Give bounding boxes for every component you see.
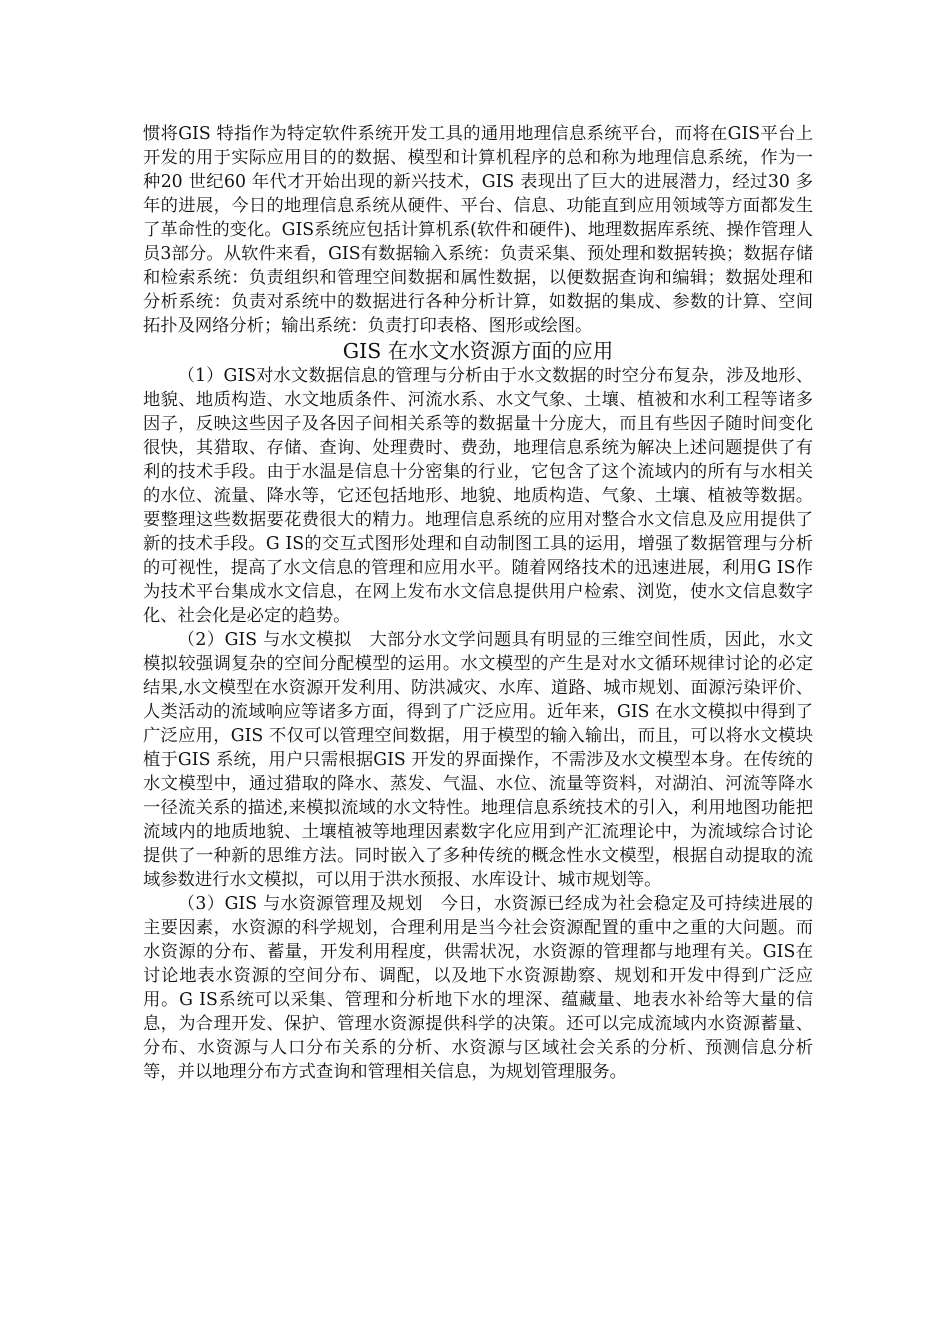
paragraph-2: （2）GIS 与水文模拟 大部分水文学问题具有明显的三维空间性质，因此，水文模拟较强调复杂的空间分配模型的运用。水文模型的产生是对水文循环规律讨论的必定结果,水文模型在水资源开发利用、防洪减灾、水库、道路、城市规划、面源污染评价、人类活动的流域响应等诸多方面，得到了广泛应用。近年来，GIS 在水文模拟中得到了广泛应用，GIS 不仅可以管理空间数据，用于模型的输入输出，而且，可以将水文模块植于GIS 系统，用户只需根据GIS 开发的界面操作，不需涉及水文模型本身。在传统的水文模型中，通过猎取的降水、蒸发、气温、水位、流量等资料，对湖泊、河流等降水一径流关系的描述,来模拟流域的水文特性。地理信息系统技术的引入，利用地图功能把流域内的地质地貌、土壤植被等地理因素数字化应用到产汇流理论中，为流域综合讨论提供了一种新的思维方法。同时嵌入了多种传统的概念性水文模型，根据自动提取的流域参数进行水文模拟，可以用于洪水预报、水库设计、城市规划等。 xyxy=(143,630,813,890)
intro-paragraph: 惯将GIS 特指作为特定软件系统开发工具的通用地理信息系统平台，而将在GIS平台上开发的用于实际应用目的的数据、模型和计算机程序的总和称为地理信息系统，作为一种20 世纪60 年代才开始出现的新兴技术，GIS 表现出了巨大的进展潜力，经过30 多年的进展，今日的地理信息系统从硬件、平台、信息、功能直到应用领域等方面都发生了革命性的变化。GIS系统应包括计算机系(软件和硬件)、地理数据库系统、操作管理人员3部分。从软件来看，GIS有数据输入系统：负责采集、预处理和数据转换；数据存储和检索系统：负责组织和管理空间数据和属性数据，以便数据查询和编辑；数据处理和分析系统：负责对系统中的数据进行各种分析计算，如数据的集成、参数的计算、空间拓扑及网络分析；输出系统：负责打印表格、图形或绘图。 xyxy=(143,124,813,336)
paragraph-3: （3）GIS 与水资源管理及规划 今日，水资源已经成为社会稳定及可持续进展的主要因素，水资源的科学规划，合理利用是当今社会资源配置的重中之重的大问题。而水资源的分布、蓄量，开发利用程度，供需状况，水资源的管理都与地理有关。GIS在讨论地表水资源的空间分布、调配，以及地下水资源勘察、规划和开发中得到广泛应用。G IS系统可以采集、管理和分析地下水的埋深、蕴藏量、地表水补给等大量的信息，为合理开发、保护、管理水资源提供科学的决策。还可以完成流域内水资源蓄量、分布、水资源与人口分布关系的分析、水资源与区域社会关系的分析、预测信息分析等，并以地理分布方式查询和管理相关信息，为规划管理服务。 xyxy=(143,894,813,1082)
document-page xyxy=(143,122,813,1084)
section-heading: GIS 在水文水资源方面的应用 xyxy=(342,339,614,363)
paragraph-1: （1）GIS对水文数据信息的管理与分析由于水文数据的时空分布复杂，涉及地形、地貌、地质构造、水文地质条件、河流水系、水文气象、土壤、植被和水利工程等诸多因子，反映这些因子及各因子间相关系等的数据量十分庞大，而且有些因子随时间变化很快，其猎取、存储、查询、处理费时、费劲，地理信息系统为解决上述问题提供了有利的技术手段。由于水温是信息十分密集的行业，它包含了这个流域内的所有与水相关的水位、流量、降水等，它还包括地形、地貌、地质构造、气象、土壤、植被等数据。要整理这些数据要花费很大的精力。地理信息系统的应用对整合水文信息及应用提供了新的技术手段。G IS的交互式图形处理和自动制图工具的运用，增强了数据管理与分析的可视性，提高了水文信息的管理和应用水平。随着网络技术的迅速进展，利用G IS作为技术平台集成水文信息，在网上发布水文信息提供用户检索、浏览，使水文信息数字化、社会化是必定的趋势。 xyxy=(143,366,813,626)
